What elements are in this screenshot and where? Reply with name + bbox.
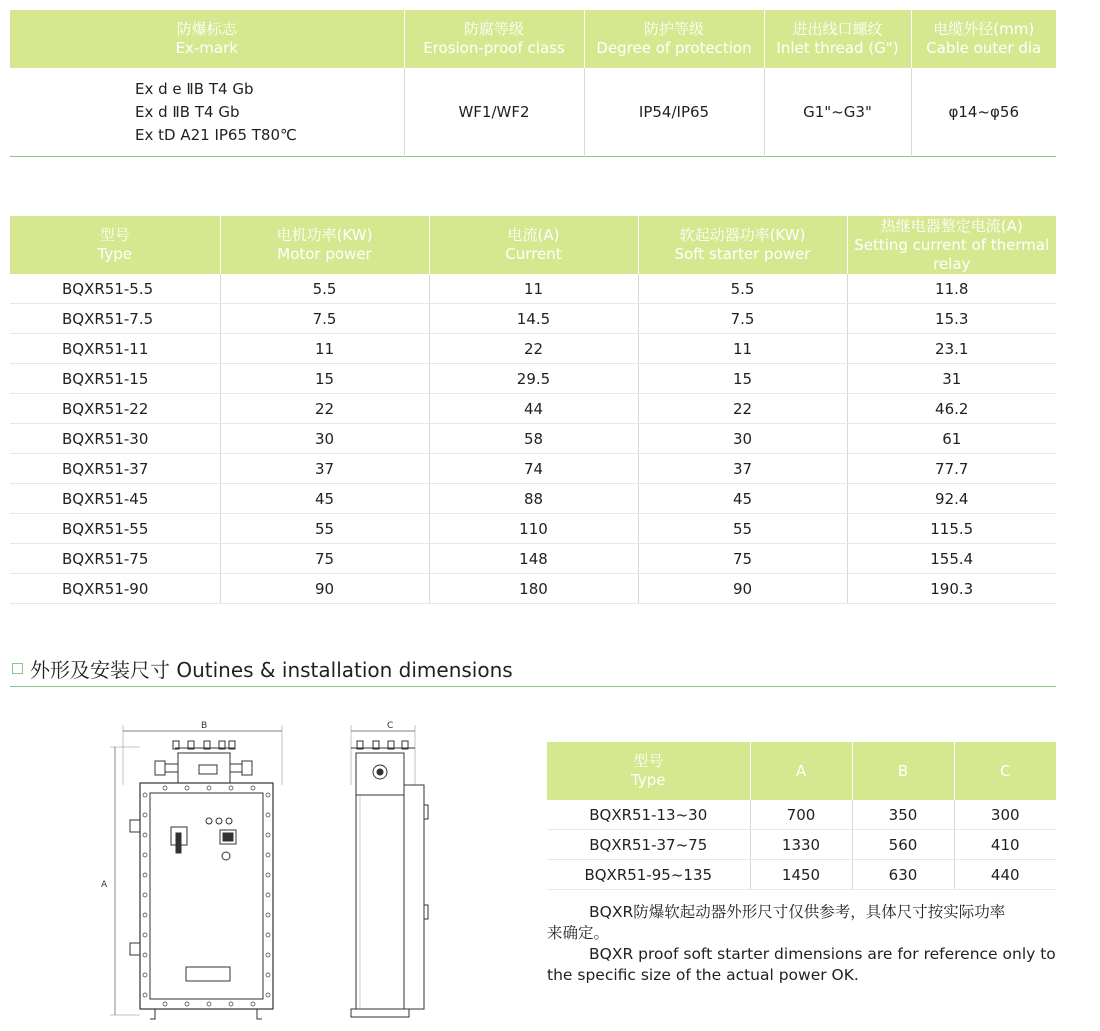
table-row	[10, 274, 1056, 304]
dim-header-a: A	[750, 742, 852, 800]
dim-c-cell: 410	[954, 830, 1056, 860]
starter-power-cell: 45	[638, 484, 847, 514]
relay-current-cell: 11.8	[847, 274, 1056, 304]
type-cell: BQXR51-30	[10, 424, 220, 454]
relay-current-cell: 115.5	[847, 514, 1056, 544]
current-cell: 44	[429, 394, 638, 424]
current-cell: 14.5	[429, 304, 638, 334]
dimension-table	[547, 742, 1056, 890]
motor-power-cell: 45	[220, 484, 429, 514]
motor-power-cell: 75	[220, 544, 429, 574]
type-cell: BQXR51-11	[10, 334, 220, 364]
type-cell: BQXR51-45	[10, 484, 220, 514]
motor-power-cell: 15	[220, 364, 429, 394]
motor-power-cell: 30	[220, 424, 429, 454]
spec-header-erosion: 防腐等级 Erosion-proof class	[404, 10, 584, 68]
dim-b-cell: 630	[852, 860, 954, 890]
dim-header-b: B	[852, 742, 954, 800]
current-cell: 180	[429, 574, 638, 604]
type-cell: BQXR51-15	[10, 364, 220, 394]
table-row	[10, 304, 1056, 334]
table-row	[10, 334, 1056, 364]
section-title: 外形及安装尺寸 Outines & installation dimensions	[30, 658, 513, 682]
motor-power-cell: 7.5	[220, 304, 429, 334]
model-header-motor-power: 电机功率(KW) Motor power	[220, 216, 429, 274]
relay-current-cell: 155.4	[847, 544, 1056, 574]
type-cell: BQXR51-37~75	[547, 830, 750, 860]
dim-header-type: 型号 Type	[547, 742, 750, 800]
section-heading	[10, 652, 1056, 687]
starter-power-cell: 37	[638, 454, 847, 484]
table-row	[10, 544, 1056, 574]
relay-current-cell: 92.4	[847, 484, 1056, 514]
label-c: C	[387, 721, 394, 731]
type-cell: BQXR51-37	[10, 454, 220, 484]
dimension-a	[101, 747, 140, 1015]
motor-power-cell: 55	[220, 514, 429, 544]
type-cell: BQXR51-13~30	[547, 800, 750, 830]
model-table	[10, 216, 1056, 604]
table-row	[547, 830, 1056, 860]
spec-header-row	[10, 10, 1056, 68]
dim-a-cell: 1450	[750, 860, 852, 890]
starter-power-cell: 11	[638, 334, 847, 364]
relay-current-cell: 31	[847, 364, 1056, 394]
spec-header-cable: 电缆外径(mm) Cable outer dia	[911, 10, 1056, 68]
motor-power-cell: 22	[220, 394, 429, 424]
table-row	[10, 514, 1056, 544]
type-cell: BQXR51-55	[10, 514, 220, 544]
spec-protection-cell: IP54/IP65	[584, 68, 764, 157]
relay-current-cell: 190.3	[847, 574, 1056, 604]
current-cell: 110	[429, 514, 638, 544]
table-row	[10, 424, 1056, 454]
starter-power-cell: 75	[638, 544, 847, 574]
front-view	[130, 741, 273, 1019]
spec-erosion-cell: WF1/WF2	[404, 68, 584, 157]
dim-a-cell: 700	[750, 800, 852, 830]
motor-power-cell: 90	[220, 574, 429, 604]
current-cell: 22	[429, 334, 638, 364]
starter-power-cell: 55	[638, 514, 847, 544]
dim-b-cell: 350	[852, 800, 954, 830]
starter-power-cell: 7.5	[638, 304, 847, 334]
spec-cable-cell: φ14~φ56	[911, 68, 1056, 157]
dim-c-cell: 300	[954, 800, 1056, 830]
table-row	[10, 394, 1056, 424]
spec-row	[10, 68, 1056, 157]
relay-current-cell: 77.7	[847, 454, 1056, 484]
dim-header-c: C	[954, 742, 1056, 800]
table-row	[10, 364, 1056, 394]
starter-power-cell: 5.5	[638, 274, 847, 304]
relay-current-cell: 15.3	[847, 304, 1056, 334]
spec-header-thread: 进出线口螺纹 Inlet thread (G")	[764, 10, 911, 68]
dimension-note	[547, 902, 1097, 986]
exmark-line: Ex d ⅡB T4 Gb	[135, 102, 240, 121]
starter-power-cell: 15	[638, 364, 847, 394]
type-cell: BQXR51-75	[10, 544, 220, 574]
side-view	[351, 741, 428, 1017]
table-row	[547, 860, 1056, 890]
note-zh-line2: 来确定。	[547, 924, 610, 942]
spec-thread-cell: G1"~G3"	[764, 68, 911, 157]
table-row	[547, 800, 1056, 830]
model-header-type: 型号 Type	[10, 216, 220, 274]
dim-b-cell: 560	[852, 830, 954, 860]
note-en-line2: the specific size of the actual power OK.	[547, 966, 859, 984]
exmark-line: Ex tD A21 IP65 T80℃	[135, 125, 297, 144]
motor-power-cell: 5.5	[220, 274, 429, 304]
note-zh-line1: BQXR防爆软起动器外形尺寸仅供参考，具体尺寸按实际功率	[589, 903, 1006, 921]
relay-current-cell: 23.1	[847, 334, 1056, 364]
spec-exmark-cell	[10, 68, 404, 157]
label-b: B	[201, 721, 208, 731]
type-cell: BQXR51-5.5	[10, 274, 220, 304]
relay-current-cell: 61	[847, 424, 1056, 454]
model-header-current: 电流(A) Current	[429, 216, 638, 274]
current-cell: 88	[429, 484, 638, 514]
spec-table	[10, 10, 1056, 157]
motor-power-cell: 11	[220, 334, 429, 364]
dim-a-cell: 1330	[750, 830, 852, 860]
dim-c-cell: 440	[954, 860, 1056, 890]
table-row	[10, 484, 1056, 514]
relay-current-cell: 46.2	[847, 394, 1056, 424]
spec-header-protection: 防护等级 Degree of protection	[584, 10, 764, 68]
exmark-line: Ex d e ⅡB T4 Gb	[135, 79, 254, 98]
motor-power-cell: 37	[220, 454, 429, 484]
model-header-relay-current: 热继电器整定电流(A) Setting current of thermal relay	[847, 216, 1056, 274]
current-cell: 58	[429, 424, 638, 454]
type-cell: BQXR51-95~135	[547, 860, 750, 890]
type-cell: BQXR51-22	[10, 394, 220, 424]
type-cell: BQXR51-90	[10, 574, 220, 604]
note-en-line1: BQXR proof soft starter dimensions are for reference only to	[589, 945, 1056, 963]
table-row	[10, 454, 1056, 484]
label-a: A	[101, 880, 108, 890]
table-row	[10, 574, 1056, 604]
square-icon	[12, 663, 23, 674]
model-header-starter-power: 软起动器功率(KW) Soft starter power	[638, 216, 847, 274]
current-cell: 29.5	[429, 364, 638, 394]
dim-header-row	[547, 742, 1056, 800]
model-header-row	[10, 216, 1056, 274]
current-cell: 74	[429, 454, 638, 484]
starter-power-cell: 30	[638, 424, 847, 454]
starter-power-cell: 22	[638, 394, 847, 424]
type-cell: BQXR51-7.5	[10, 304, 220, 334]
starter-power-cell: 90	[638, 574, 847, 604]
enclosure-drawing	[95, 715, 440, 1027]
current-cell: 11	[429, 274, 638, 304]
spec-header-exmark: 防爆标志 Ex-mark	[10, 10, 404, 68]
current-cell: 148	[429, 544, 638, 574]
